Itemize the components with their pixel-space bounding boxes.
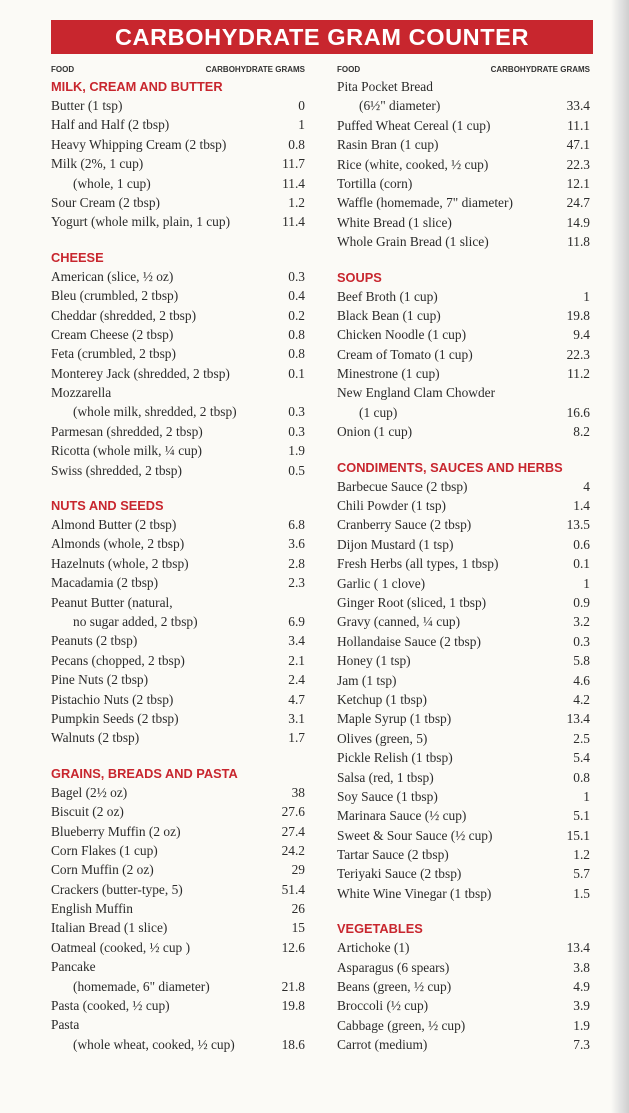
carb-grams: 24.2 <box>281 842 305 858</box>
carb-grams: 5.1 <box>573 808 590 824</box>
food-row <box>337 554 590 573</box>
food-row <box>51 1035 305 1054</box>
food-row <box>337 593 590 612</box>
carb-grams: 4.7 <box>288 691 305 707</box>
carb-grams: 1 <box>583 288 590 304</box>
food-name: English Muffin <box>51 901 133 917</box>
food-name: Macadamia (2 tbsp) <box>51 575 159 591</box>
food-row <box>337 709 590 728</box>
carb-grams: 1.4 <box>573 498 590 514</box>
carb-grams: 18.6 <box>281 1036 305 1052</box>
food-header: FOOD <box>337 65 361 74</box>
carb-grams: 0.1 <box>573 556 590 572</box>
food-row <box>337 651 590 670</box>
carb-grams: 13.4 <box>566 711 590 727</box>
food-name: Hollandaise Sauce (2 tbsp) <box>337 633 481 649</box>
section-title: CHEESE <box>51 249 104 265</box>
food-name: Bagel (2½ oz) <box>51 784 128 800</box>
food-name: Pasta (cooked, ½ cup) <box>51 998 170 1014</box>
carb-grams: 2.5 <box>573 730 590 746</box>
food-name: Salsa (red, 1 tbsp) <box>337 769 434 785</box>
right-sections <box>337 268 590 1055</box>
carb-grams: 2.1 <box>288 652 305 668</box>
food-name: Crackers (butter-type, 5) <box>51 881 183 897</box>
food-name: (whole, 1 cup) <box>73 175 151 191</box>
food-row <box>51 154 305 173</box>
carb-grams: 33.4 <box>566 98 590 114</box>
food-row <box>51 515 305 534</box>
food-name: Pine Nuts (2 tbsp) <box>51 672 149 688</box>
food-row <box>51 534 305 553</box>
food-row <box>337 515 590 534</box>
food-name: Minestrone (1 cup) <box>337 366 440 382</box>
food-row <box>51 174 305 193</box>
food-name: Butter (1 tsp) <box>51 98 123 113</box>
food-name: Waffle (homemade, 7" diameter) <box>337 195 513 211</box>
carb-grams: 3.8 <box>573 959 590 975</box>
food-row <box>51 573 305 592</box>
food-row <box>51 690 305 709</box>
food-row <box>337 477 590 496</box>
food-row <box>337 1016 590 1035</box>
food-row <box>51 593 305 612</box>
food-row <box>337 938 590 957</box>
carb-grams: 0 <box>298 98 305 113</box>
food-name: Puffed Wheat Cereal (1 cup) <box>337 117 491 133</box>
food-name: Black Bean (1 cup) <box>337 307 441 323</box>
food-row <box>51 441 305 460</box>
food-name: Bleu (crumbled, 2 tbsp) <box>51 288 179 304</box>
food-name: Biscuit (2 oz) <box>51 804 124 820</box>
food-name: White Wine Vinegar (1 tbsp) <box>337 885 492 901</box>
food-name: Corn Flakes (1 cup) <box>51 842 158 858</box>
section-title: GRAINS, BREADS AND PASTA <box>51 765 238 781</box>
food-row <box>337 632 590 651</box>
carb-grams: 0.1 <box>288 365 305 381</box>
food-name: Ketchup (1 tbsp) <box>337 691 427 707</box>
right-column <box>337 63 590 1071</box>
food-row <box>51 364 305 383</box>
food-name: Monterey Jack (shredded, 2 tbsp) <box>51 365 230 381</box>
food-name: Tartar Sauce (2 tbsp) <box>337 847 449 863</box>
food-name: Honey (1 tsp) <box>337 653 411 669</box>
food-row <box>51 651 305 670</box>
food-row <box>51 728 305 747</box>
food-name: Beans (green, ½ cup) <box>337 979 452 995</box>
food-row <box>337 232 590 251</box>
carb-grams: 1 <box>583 575 590 591</box>
carb-grams: 1.2 <box>573 847 590 863</box>
carb-grams: 27.6 <box>281 804 305 820</box>
food-name: Barbecue Sauce (2 tbsp) <box>337 478 468 494</box>
food-row <box>337 155 590 174</box>
carb-grams: 26 <box>291 901 305 917</box>
carb-grams: 6.8 <box>288 517 305 533</box>
food-section <box>51 764 305 1054</box>
food-name: Broccoli (½ cup) <box>337 998 429 1014</box>
carb-grams: 1.9 <box>288 443 305 459</box>
carb-grams: 0.3 <box>288 268 305 284</box>
food-row <box>51 286 305 305</box>
food-name: Pistachio Nuts (2 tbsp) <box>51 691 174 707</box>
food-row <box>51 1015 305 1034</box>
carb-grams: 11.2 <box>567 366 590 382</box>
carb-grams: 22.3 <box>566 346 590 362</box>
grams-header: CARBOHYDRATE GRAMS <box>490 65 590 74</box>
carb-grams: 2.8 <box>288 555 305 571</box>
food-row <box>51 96 305 115</box>
carb-grams: 38 <box>291 784 305 800</box>
food-name: Feta (crumbled, 2 tbsp) <box>51 346 176 362</box>
food-name: Soy Sauce (1 tbsp) <box>337 788 438 804</box>
food-name: Pasta <box>51 1017 80 1033</box>
food-row <box>337 729 590 748</box>
carb-grams <box>562 77 590 96</box>
food-name: Maple Syrup (1 tbsp) <box>337 711 452 727</box>
carb-grams: 19.8 <box>566 307 590 323</box>
food-name: Gravy (canned, ¼ cup) <box>337 614 461 630</box>
food-name: Olives (green, 5) <box>337 730 428 746</box>
food-name: Chili Powder (1 tsp) <box>337 498 446 514</box>
food-row <box>337 806 590 825</box>
carb-grams: 11.1 <box>567 117 590 133</box>
carb-grams: 11.8 <box>567 234 590 250</box>
food-row <box>337 1035 590 1054</box>
food-name: Cranberry Sauce (2 tbsp) <box>337 517 472 533</box>
carb-grams: 47.1 <box>566 137 590 153</box>
food-name: no sugar added, 2 tbsp) <box>73 613 198 629</box>
food-row <box>337 996 590 1015</box>
food-section <box>337 919 590 1054</box>
column-header <box>337 63 590 77</box>
food-name: Beef Broth (1 cup) <box>337 288 438 304</box>
left-sections <box>51 77 305 1054</box>
food-name: Cheddar (shredded, 2 tbsp) <box>51 307 197 323</box>
section-title: NUTS AND SEEDS <box>51 498 164 514</box>
carb-grams: 2.4 <box>288 672 305 688</box>
food-row <box>337 864 590 883</box>
food-row <box>337 213 590 232</box>
carb-grams <box>277 383 305 402</box>
carb-grams: 1 <box>583 788 590 804</box>
food-header: FOOD <box>51 65 75 74</box>
food-name: (6½" diameter) <box>359 98 441 114</box>
food-row <box>51 783 305 802</box>
carb-grams: 0.3 <box>288 423 305 439</box>
food-name: Corn Muffin (2 oz) <box>51 862 154 878</box>
carb-grams <box>277 593 305 612</box>
food-row <box>51 267 305 286</box>
food-row <box>51 899 305 918</box>
food-row <box>337 977 590 996</box>
carb-grams: 0.2 <box>288 307 305 323</box>
carb-grams: 0.8 <box>573 769 590 785</box>
carb-grams: 0.4 <box>288 288 305 304</box>
food-name: Oatmeal (cooked, ½ cup ) <box>51 939 191 955</box>
carb-grams: 19.8 <box>281 998 305 1014</box>
food-row <box>51 977 305 996</box>
carb-grams: 29 <box>291 862 305 878</box>
food-row <box>337 193 590 212</box>
carb-grams: 3.4 <box>288 633 305 649</box>
carb-grams: 4 <box>583 478 590 494</box>
food-section <box>337 458 590 904</box>
food-row <box>337 574 590 593</box>
food-row <box>51 344 305 363</box>
food-name: Teriyaki Sauce (2 tbsp) <box>337 866 462 882</box>
food-row <box>51 135 305 154</box>
carb-grams: 11.4 <box>282 214 305 230</box>
food-row <box>337 612 590 631</box>
carb-grams: 1.2 <box>288 194 305 210</box>
food-section <box>51 77 305 232</box>
food-row <box>51 193 305 212</box>
food-section <box>51 248 305 480</box>
food-name: Cream Cheese (2 tbsp) <box>51 326 174 342</box>
grains-continued <box>337 77 590 252</box>
carb-grams: 14.9 <box>566 214 590 230</box>
food-row <box>51 938 305 957</box>
food-name: Carrot (medium) <box>337 1037 428 1053</box>
carb-grams: 1.9 <box>573 1017 590 1033</box>
carb-grams: 0.8 <box>288 326 305 342</box>
food-row <box>337 422 590 441</box>
section-title: CONDIMENTS, SAUCES AND HERBS <box>337 459 563 475</box>
carb-grams: 24.7 <box>566 195 590 211</box>
food-name: Rasin Bran (1 cup) <box>337 137 439 153</box>
food-name: Sour Cream (2 tbsp) <box>51 194 160 210</box>
food-name: Hazelnuts (whole, 2 tbsp) <box>51 555 189 571</box>
carb-grams: 8.2 <box>573 424 590 440</box>
food-row <box>51 860 305 879</box>
carb-grams: 15.1 <box>566 827 590 843</box>
carb-grams: 0.8 <box>288 136 305 152</box>
carb-grams: 5.8 <box>573 653 590 669</box>
carb-grams: 6.9 <box>288 613 305 629</box>
section-title: SOUPS <box>337 269 382 285</box>
food-name: Garlic ( 1 clove) <box>337 575 426 591</box>
grams-header: CARBOHYDRATE GRAMS <box>205 65 305 74</box>
carb-grams: 1 <box>298 117 305 133</box>
carb-grams: 1.5 <box>573 885 590 901</box>
food-name: Cream of Tomato (1 cup) <box>337 346 473 362</box>
food-name: Dijon Mustard (1 tsp) <box>337 536 454 552</box>
food-name: (homemade, 6" diameter) <box>73 978 210 994</box>
food-name: Fresh Herbs (all types, 1 tbsp) <box>337 556 499 572</box>
food-row <box>337 845 590 864</box>
food-name: (whole milk, shredded, 2 tbsp) <box>73 404 237 420</box>
food-row <box>51 957 305 976</box>
food-name: Pecans (chopped, 2 tbsp) <box>51 652 185 668</box>
food-row <box>337 884 590 903</box>
carb-grams: 3.1 <box>288 710 305 726</box>
food-name: New England Clam Chowder <box>337 385 496 401</box>
carb-grams: 12.6 <box>281 939 305 955</box>
food-name: Jam (1 tsp) <box>337 672 397 688</box>
food-name: Yogurt (whole milk, plain, 1 cup) <box>51 214 231 230</box>
title-banner <box>51 20 593 54</box>
food-row <box>337 383 590 402</box>
food-name: Cabbage (green, ½ cup) <box>337 1017 466 1033</box>
food-name: Whole Grain Bread (1 slice) <box>337 234 489 250</box>
food-name: Onion (1 cup) <box>337 424 413 440</box>
food-row <box>51 115 305 134</box>
food-name: Parmesan (shredded, 2 tbsp) <box>51 423 203 439</box>
food-row <box>337 671 590 690</box>
food-name: Swiss (shredded, 2 tbsp) <box>51 462 182 478</box>
carb-grams: 1.7 <box>288 730 305 746</box>
food-row <box>51 383 305 402</box>
food-name: Pancake <box>51 959 96 975</box>
food-row <box>51 422 305 441</box>
carb-grams: 5.7 <box>573 866 590 882</box>
food-name: (whole wheat, cooked, ½ cup) <box>73 1036 235 1052</box>
carb-grams: 13.5 <box>566 517 590 533</box>
food-row <box>337 135 590 154</box>
food-row <box>337 535 590 554</box>
food-row <box>337 826 590 845</box>
food-row <box>337 96 590 115</box>
carb-grams: 11.7 <box>282 156 305 172</box>
left-column <box>51 63 305 1070</box>
food-row <box>337 690 590 709</box>
food-row <box>51 802 305 821</box>
carb-grams: 7.3 <box>573 1037 590 1053</box>
section-title: MILK, CREAM AND BUTTER <box>51 79 223 94</box>
food-row <box>51 631 305 650</box>
food-row <box>337 768 590 787</box>
carb-grams <box>562 383 590 402</box>
food-name: Almonds (whole, 2 tbsp) <box>51 536 185 552</box>
food-name: Half and Half (2 tbsp) <box>51 117 170 133</box>
food-row <box>51 880 305 899</box>
carb-grams: 9.4 <box>573 327 590 343</box>
food-name: Italian Bread (1 slice) <box>51 920 168 936</box>
food-row <box>337 325 590 344</box>
food-section <box>51 496 305 748</box>
carb-grams: 3.6 <box>288 536 305 552</box>
carb-grams: 12.1 <box>566 175 590 191</box>
food-row <box>337 787 590 806</box>
carb-grams: 15 <box>291 920 305 936</box>
food-name: Ginger Root (sliced, 1 tbsp) <box>337 594 487 610</box>
food-row <box>337 116 590 135</box>
food-name: American (slice, ½ oz) <box>51 268 174 284</box>
carb-grams: 0.3 <box>573 633 590 649</box>
carb-grams: 13.4 <box>566 940 590 956</box>
food-name: Peanut Butter (natural, <box>51 594 173 610</box>
carb-grams: 0.8 <box>288 346 305 362</box>
carb-grams: 3.9 <box>573 998 590 1014</box>
food-name: Rice (white, cooked, ½ cup) <box>337 156 489 172</box>
food-name: Artichoke (1) <box>337 940 410 956</box>
carb-grams: 4.9 <box>573 979 590 995</box>
food-row <box>51 325 305 344</box>
food-row <box>337 958 590 977</box>
food-row <box>51 822 305 841</box>
food-name: Walnuts (2 tbsp) <box>51 730 140 746</box>
food-row <box>337 174 590 193</box>
food-name: Peanuts (2 tbsp) <box>51 633 138 649</box>
food-name: Tortilla (corn) <box>337 175 413 191</box>
food-row <box>337 345 590 364</box>
food-row <box>51 709 305 728</box>
food-name: (1 cup) <box>359 404 398 420</box>
food-name: Milk (2%, 1 cup) <box>51 156 144 172</box>
food-name: Marinara Sauce (½ cup) <box>337 808 467 824</box>
food-name: Heavy Whipping Cream (2 tbsp) <box>51 136 227 152</box>
food-name: Mozzarella <box>51 385 112 401</box>
carb-grams: 16.6 <box>566 404 590 420</box>
food-row <box>337 748 590 767</box>
food-row <box>51 212 305 231</box>
food-name: Ricotta (whole milk, ¼ cup) <box>51 443 202 459</box>
food-row <box>51 918 305 937</box>
carb-grams: 3.2 <box>573 614 590 630</box>
food-name: Chicken Noodle (1 cup) <box>337 327 467 343</box>
page-edge-shadow <box>611 0 629 1113</box>
carb-grams: 11.4 <box>282 175 305 191</box>
food-name: Almond Butter (2 tbsp) <box>51 517 177 533</box>
carb-grams <box>277 1015 305 1034</box>
food-row <box>51 996 305 1015</box>
food-row <box>51 554 305 573</box>
carb-grams: 0.6 <box>573 536 590 552</box>
food-row <box>337 364 590 383</box>
carb-grams: 22.3 <box>566 156 590 172</box>
food-row <box>51 612 305 631</box>
food-row <box>51 461 305 480</box>
food-name: Blueberry Muffin (2 oz) <box>51 823 181 839</box>
food-row <box>51 670 305 689</box>
carb-grams: 0.5 <box>288 462 305 478</box>
carb-grams: 4.2 <box>573 691 590 707</box>
carb-grams: 0.9 <box>573 594 590 610</box>
food-row <box>337 403 590 422</box>
carb-grams: 21.8 <box>281 978 305 994</box>
food-row <box>337 496 590 515</box>
carb-grams: 27.4 <box>281 823 305 839</box>
food-row <box>51 841 305 860</box>
page-title: CARBOHYDRATE GRAM COUNTER <box>114 23 530 50</box>
food-row <box>337 77 590 96</box>
food-row <box>337 306 590 325</box>
food-row <box>337 287 590 306</box>
food-row <box>51 402 305 421</box>
carb-grams: 4.6 <box>573 672 590 688</box>
food-name: Pumpkin Seeds (2 tbsp) <box>51 710 179 726</box>
carb-grams: 5.4 <box>573 750 590 766</box>
food-name: Asparagus (6 spears) <box>337 959 450 975</box>
food-name: Pita Pocket Bread <box>337 79 433 94</box>
carb-grams: 2.3 <box>288 575 305 591</box>
food-name: White Bread (1 slice) <box>337 214 452 230</box>
food-section <box>337 268 590 442</box>
food-name: Sweet & Sour Sauce (½ cup) <box>337 827 493 843</box>
carb-grams: 0.3 <box>288 404 305 420</box>
food-name: Pickle Relish (1 tbsp) <box>337 750 453 766</box>
carb-grams <box>277 957 305 976</box>
food-row <box>51 306 305 325</box>
section-title: VEGETABLES <box>337 921 423 937</box>
column-header <box>51 63 305 77</box>
carb-grams: 51.4 <box>281 881 305 897</box>
